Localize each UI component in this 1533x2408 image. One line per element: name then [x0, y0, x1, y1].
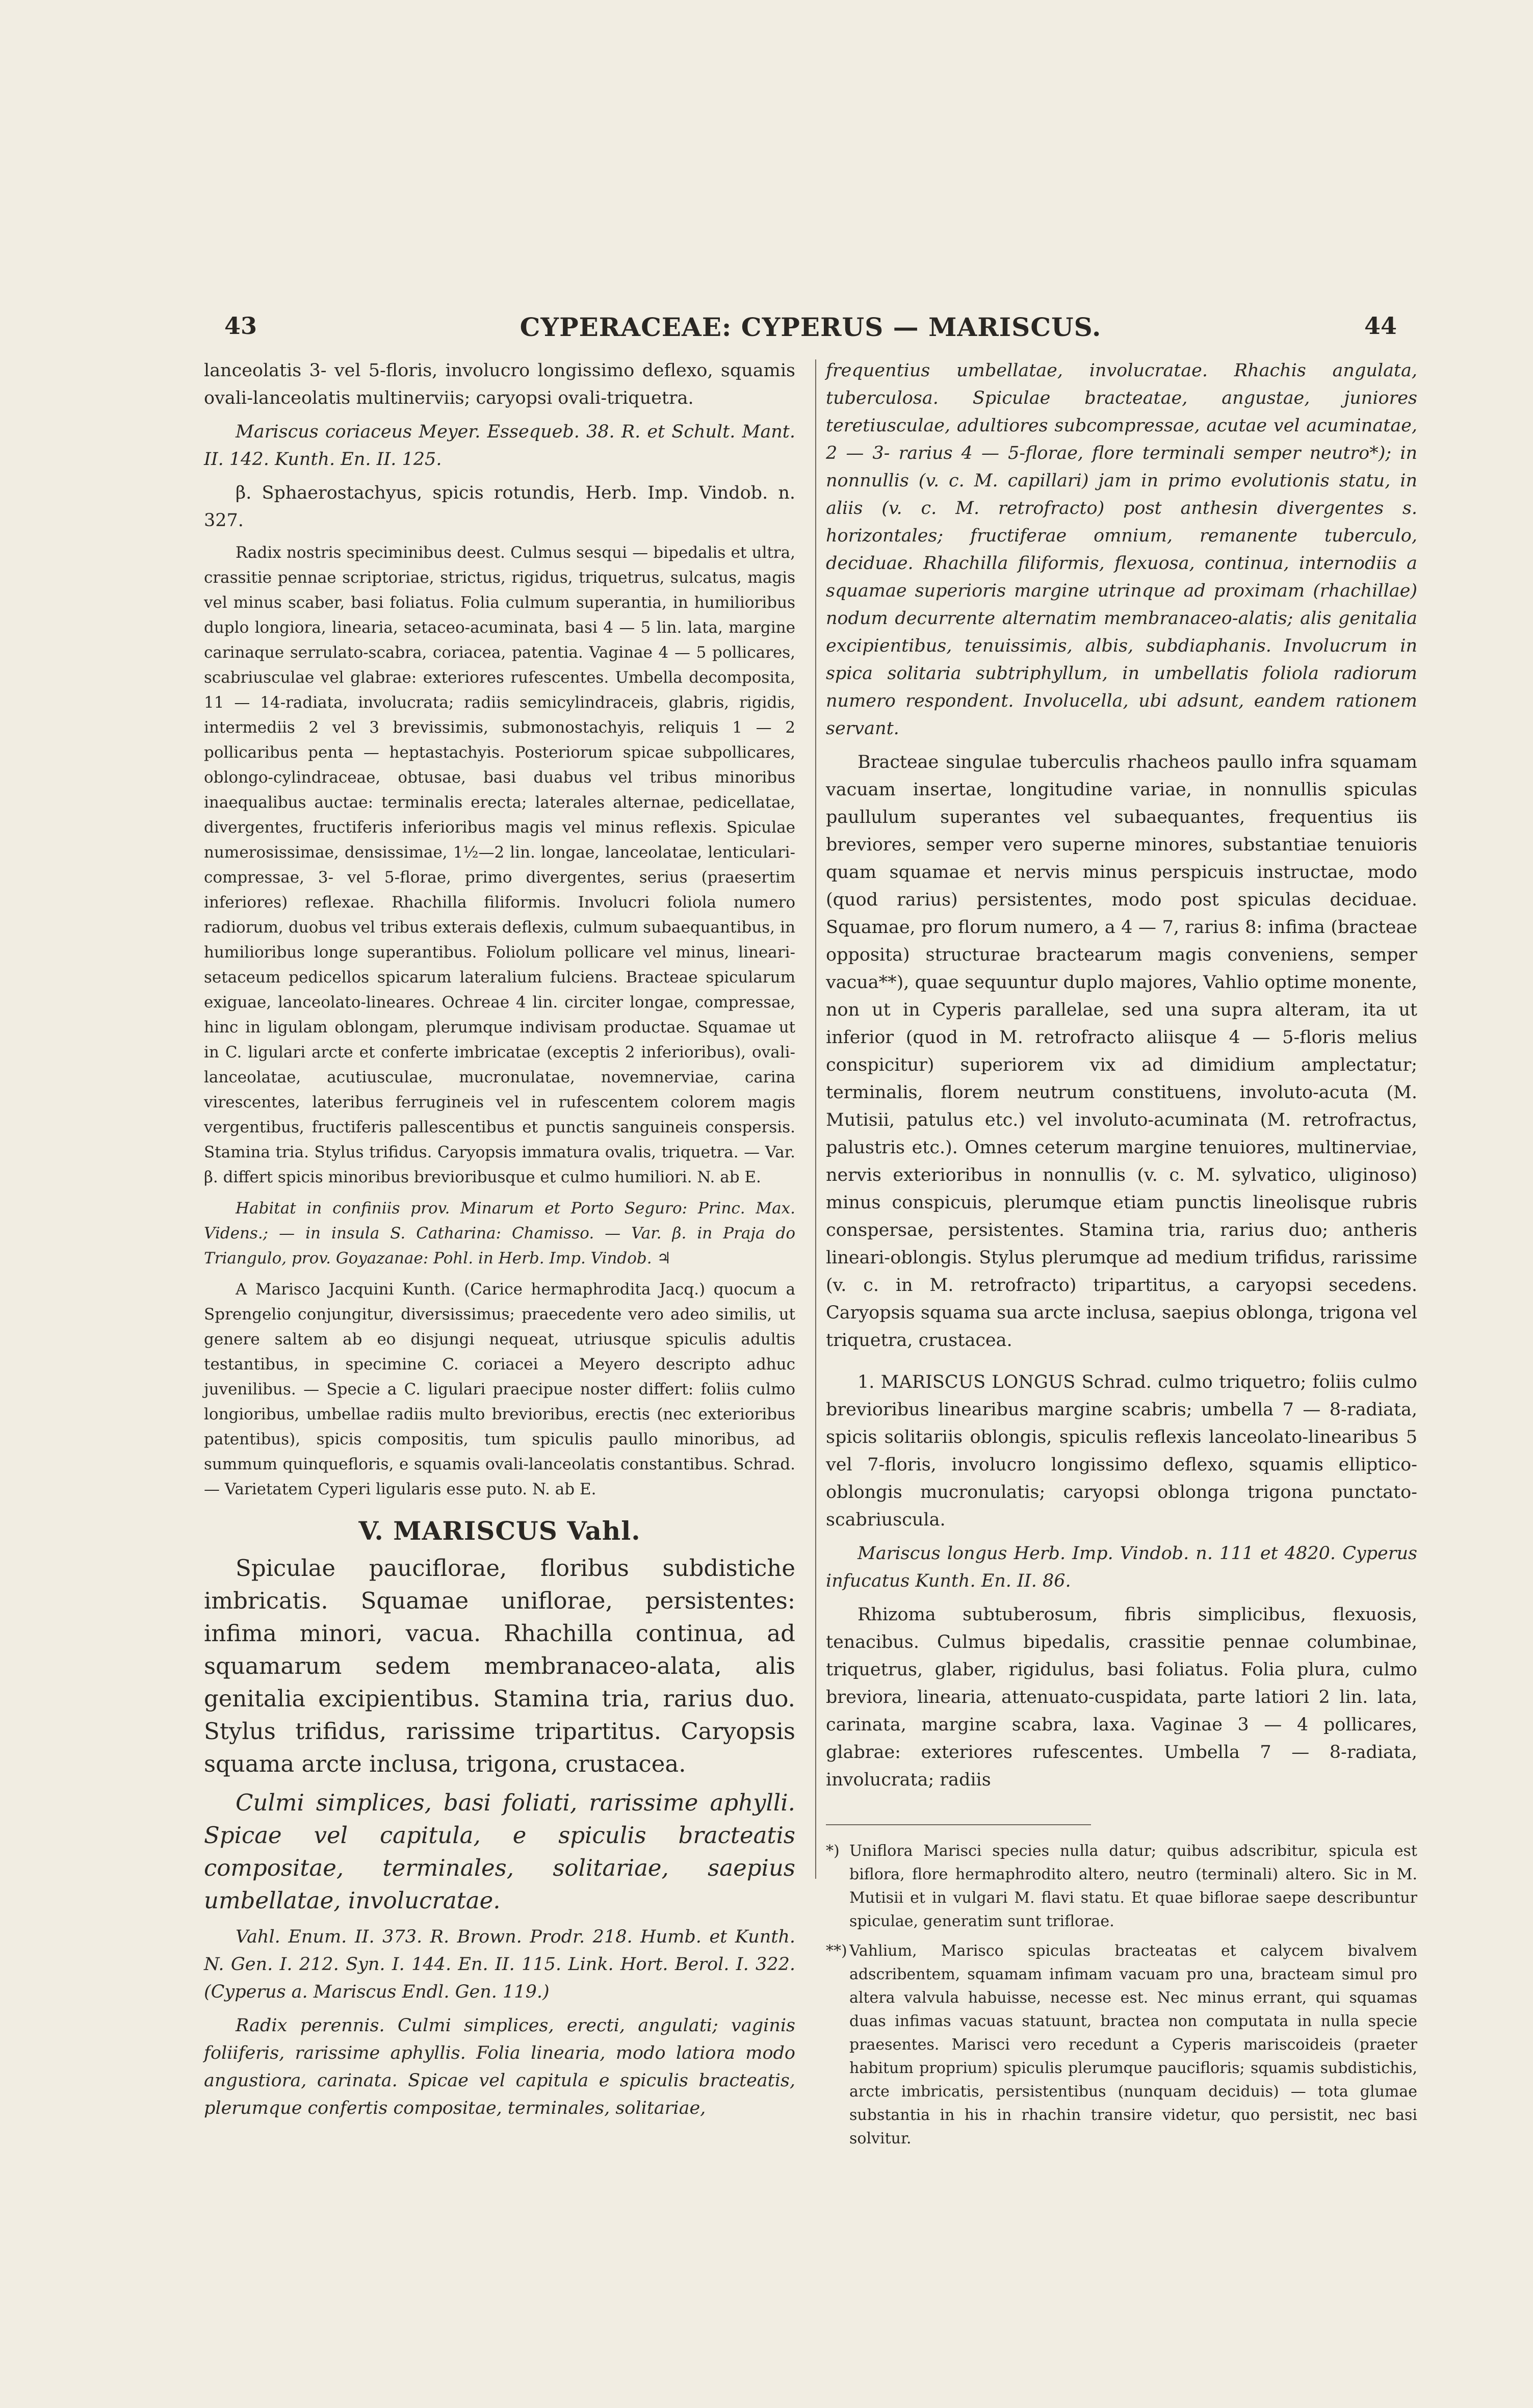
footnote-1-text: Uniflora Marisci species nulla datur; quibus adscribitur, spicula est biflora, flore hermaphrodito altero, neutro (terminali) altero. Sic in M. Mutisii et in vulgari M. flavi statu. Et quae biflorae saepe describuntur spiculae, generatim sunt triflorae. — [849, 1842, 1417, 1930]
page-number-right: 44 — [1364, 312, 1397, 340]
description-paragraph: Radix nostris speciminibus deest. Culmus sesqui — bipedalis et ultra, crassitie pennae scriptoriae, strictus, rigidus, triquetrus, sulcatus, magis vel minus scaber, basi foliatus. Folia culmum superantia, in humilioribus duplo longiora, linearia, setaceo-acuminata, basi 4 — 5 lin. lata, margine carinaque serrulato-scabra, coriacea, patentia. Vaginae 4 — 5 pollicares, scabriusculae vel glabrae: exteriores rufescentes. Umbella decomposita, 11 — 14-radiata, involucrata; radiis semicylindraceis, glabris, rigidis, intermediis 2 vel 3 brevissimis, submonostachyis, reliquis 1 — 2 pollicaribus penta — heptastachyis. Posteriorum spicae subpollicares, oblongo-cylindraceae, obtusae, basi duabus vel tribus minoribus inaequalibus auctae: terminalis erecta; laterales alternae, pedicellatae, divergentes, fructiferis inferioribus magis vel minus reflexis. Spiculae numerosissimae, densissimae, 1½—2 lin. longae, lanceolatae, lenticulari-compressae, 3- vel 5-florae, primo divergentes, serius (praesertim inferiores) reflexae. Rhachilla filiformis. Involucri foliola numero radiorum, duobus vel tribus exterais deflexis, culmum subaequantibus, in humilioribus longe superantibus. Foliolum pollicare vel minus, lineari-setaceum pedicellos spicarum lateralium fulciens. Bracteae spicularum exiguae, lanceolato-lineares. Ochreae 4 lin. circiter longae, compressae, hinc in ligulam oblongam, plerumque indivisam productae. Squamae ut in C. ligulari arcte et conferte imbricatae (exceptis 2 inferioribus), ovali-lanceolatae, acutiusculae, mucronulatae, novemnerviae, carina virescentes, lateribus ferrugineis vel in rufescentem colorem magis vergentibus, fructiferis pallescentibus et punctis sanguineis conspersis. Stamina tria. Stylus trifidus. Caryopsis immatura ovalis, triquetra. — Var. β. differt spicis minoribus brevioribusque et culmo humiliori. N. ab E. — [204, 543, 795, 1186]
page-number-left: 43 — [224, 312, 257, 340]
species-description: Rhizoma subtuberosum, fibris simplicibus, flexuosis, tenacibus. Culmus bipedalis, crassitie pennae columbinae, triquetrus, glaber, rigidulus, basi foliatus. Folia plura, culmo breviora, linearia, attenuato-cuspidata, parte latiori 2 lin. lata, carinata, margine scabra, laxa. Vaginae 3 — 4 pollicares, glabrae: exteriores rufescentes. Umbella 7 — 8-radiata, involucrata; radiis — [826, 1604, 1417, 1790]
variety-beta: β. Sphaerostachyus, spicis rotundis, Herb. Imp. Vindob. n. 327. — [204, 483, 795, 531]
genus-character: Spiculae pauciflorae, floribus subdistiche imbricatis. Squamae uniflorae, persistentes: infima minori, vacua. Rhachilla continua, ad squamarum sedem membranaceo-alata, alis genitalia excipientibus. Stamina tria, rarius duo. Stylus trifidus, rarissime tripartitus. Caryopsis squama arcte inclusa, trigona, crustacea. — [204, 1555, 795, 1777]
running-header — [224, 312, 1397, 353]
bracteae-paragraph: Bracteae singulae tuberculis rhacheos paullo infra squamam vacuam insertae, longitudine variae, in nonnullis spiculas paullulum superantes vel subaequantes, frequentius iis breviores, semper vero superne minores, substantiae tenuioris quam squamae et nervis minus perspicuis instructae, modo (quod rarius) persistentes, modo post spiculas deciduae. Squamae, pro florum numero, a 4 — 7, rarius 8: infima (bracteae opposita) structurae bractearum magis conveniens, semper vacua**), quae sequuntur duplo majores, Vahlio optime monente, non ut in Cyperis parallelae, sed una supra alteram, ita ut inferior (quod in M. retrofracto aliisque 4 — 5-floris melius conspicitur) superiorem vix ad dimidium amplectatur; terminalis, florem neutrum constituens, involuto-acuta (M. Mutisii, patulus etc.) vel involuto-acuminata (M. retrofractus, palustris etc.). Omnes ceterum margine tenuiores, multinerviae, nervis exterioribus in nonnullis (v. c. M. sylvatico, uliginoso) minus conspicuis, plerumque etiam punctis lineolisque rubris conspersae, persistentes. Stamina tria, rarius duo; antheris lineari-oblongis. Stylus plerumque ad medium trifidus, rarissime (v. c. in M. retrofracto) tripartitus, a caryopsi secedens. Caryopsis squama sua arcte inclusa, saepius oblonga, trigona vel triquetra, crustacea. — [826, 752, 1417, 1351]
genus-description-continued: frequentius umbellatae, involucratae. Rhachis angulata, tuberculosa. Spiculae bracteatae, angustae, juniores teretiusculae, adultiores subcompressae, acutae vel acuminatae, 2 — 3- rarius 4 — 5-florae, flore terminali semper neutro*); in nonnullis (v. c. M. capillari) jam in primo evolutionis statu, in aliis (v. c. M. retrofracto) post anthesin divergentes s. horizontales; fructiferae omnium, remanente tuberculo, deciduae. Rhachilla filiformis, flexuosa, continua, internodiis a squamae superioris margine utrinque ad proximam (rhachillae) nodum decurrente alternatim membranaceo-alatis; alis genitalia excipientibus, tenuissimis, albis, subdiaphanis. Involucrum in spica solitaria subtriphyllum, in umbellatis foliola radiorum numero respondent. Involucella, ubi adsunt, eandem rationem servant. — [826, 360, 1417, 739]
section-title: V. MARISCUS Vahl. — [358, 1516, 641, 1546]
species-diagnosis: 1. MARISCUS LONGUS Schrad. culmo triquetro; foliis culmo brevioribus linearibus margine scabris; umbella 7 — 8-radiata, spicis solitariis oblongis, spiculis reflexis lanceolato-linearibus 5 vel 7-floris, involucro longissimo deflexo, squamis elliptico-oblongis mucronulatis; caryopsi oblonga trigona punctato-scabriuscula. — [826, 1372, 1417, 1530]
genus-references: Vahl. Enum. II. 373. R. Brown. Prodr. 218. Humb. et Kunth. N. Gen. I. 212. Syn. I. 144. En. II. 115. Link. Hort. Berol. I. 322. (Cyperus a. Mariscus Endl. Gen. 119.) — [204, 1927, 795, 2002]
footnote-2-mark: **) — [826, 1942, 847, 1960]
right-column — [826, 357, 1417, 2151]
remarks-paragraph: A Marisco Jacquini Kunth. (Carice hermaphrodita Jacq.) quocum a Sprengelio conjungitur, diversissimus; praecedente vero adeo similis, ut genere saltem ab eo disjungi nequeat, utriusque spiculis adultis testantibus, in specimine C. coriacei a Meyero descripto adhuc juvenilibus. — Specie a C. ligulari praecipue noster differt: foliis culmo longioribus, umbellae radiis multo brevioribus, erectis (nec exterioribus patentibus), spicis compositis, tum spiculis paullo minoribus, ad summum quinquefloris, e squamis ovali-lanceolatis constantibus. Schrad. — Varietatem Cyperi ligularis esse puto. N. ab E. — [204, 1280, 795, 1498]
footnote-1 — [826, 1840, 1417, 1933]
footnote-2-text: Vahlium, Marisco spiculas bracteatas et calycem bivalvem adscribentem, squamam infimam vacuam pro una, bracteam simul pro altera valvula habuisse, necesse est. Nec minus errant, qui squamas duas infimas vacuas statuunt, bractea non computata in nulla specie praesentes. Marisci vero recedunt a Cyperis mariscoideis (praeter habitum proprium) spiculis plerumque paucifloris; squamis subdistichis, arcte imbricatis, persistentibus (nunquam deciduis) — tota glumae substantia in his in rhachin transire videtur, quo persistit, nec basi solvitur. — [849, 1942, 1417, 2147]
column-divider — [815, 359, 816, 1879]
genus-description-start: Radix perennis. Culmi simplices, erecti, angulati; vaginis foliiferis, rarissime aphyllis. Folia linearia, modo latiora modo angustiora, carinata. Spicae vel capitula e spiculis bracteatis, plerumque confertis compositae, terminales, solitariae, — [204, 2015, 795, 2118]
running-title: CYPERACEAE: CYPERUS — MARISCUS. — [519, 312, 1102, 342]
diagnosis-continued: lanceolatis 3- vel 5-floris, involucro longissimo deflexo, squamis ovali-lanceolatis multinerviis; caryopsi ovali-triquetra. — [204, 360, 795, 408]
habitat-paragraph: Habitat in confiniis prov. Minarum et Porto Seguro: Princ. Max. Videns.; — in insula S. Catharina: Chamisso. — Var. β. in Praja do Triangulo, prov. Goyazanae: Pohl. in Herb. Imp. Vindob. ♃ — [204, 1199, 795, 1267]
genus-habit: Culmi simplices, basi foliati, rarissime aphylli. Spicae vel capitula, e spiculis bracteatis compositae, terminales, solitariae, saepius umbellatae, involucratae. — [204, 1789, 795, 1914]
species-synonymy: Mariscus longus Herb. Imp. Vindob. n. 111 et 4820. Cyperus infucatus Kunth. En. II. 86. — [826, 1543, 1417, 1591]
footnote-2 — [826, 1939, 1417, 2151]
footnote-1-mark: *) — [826, 1842, 840, 1860]
footnote-rule — [826, 1824, 1091, 1825]
synonymy: Mariscus coriaceus Meyer. Essequeb. 38. R. et Schult. Mant. II. 142. Kunth. En. II. 125. — [204, 422, 795, 470]
left-column — [204, 357, 795, 2122]
